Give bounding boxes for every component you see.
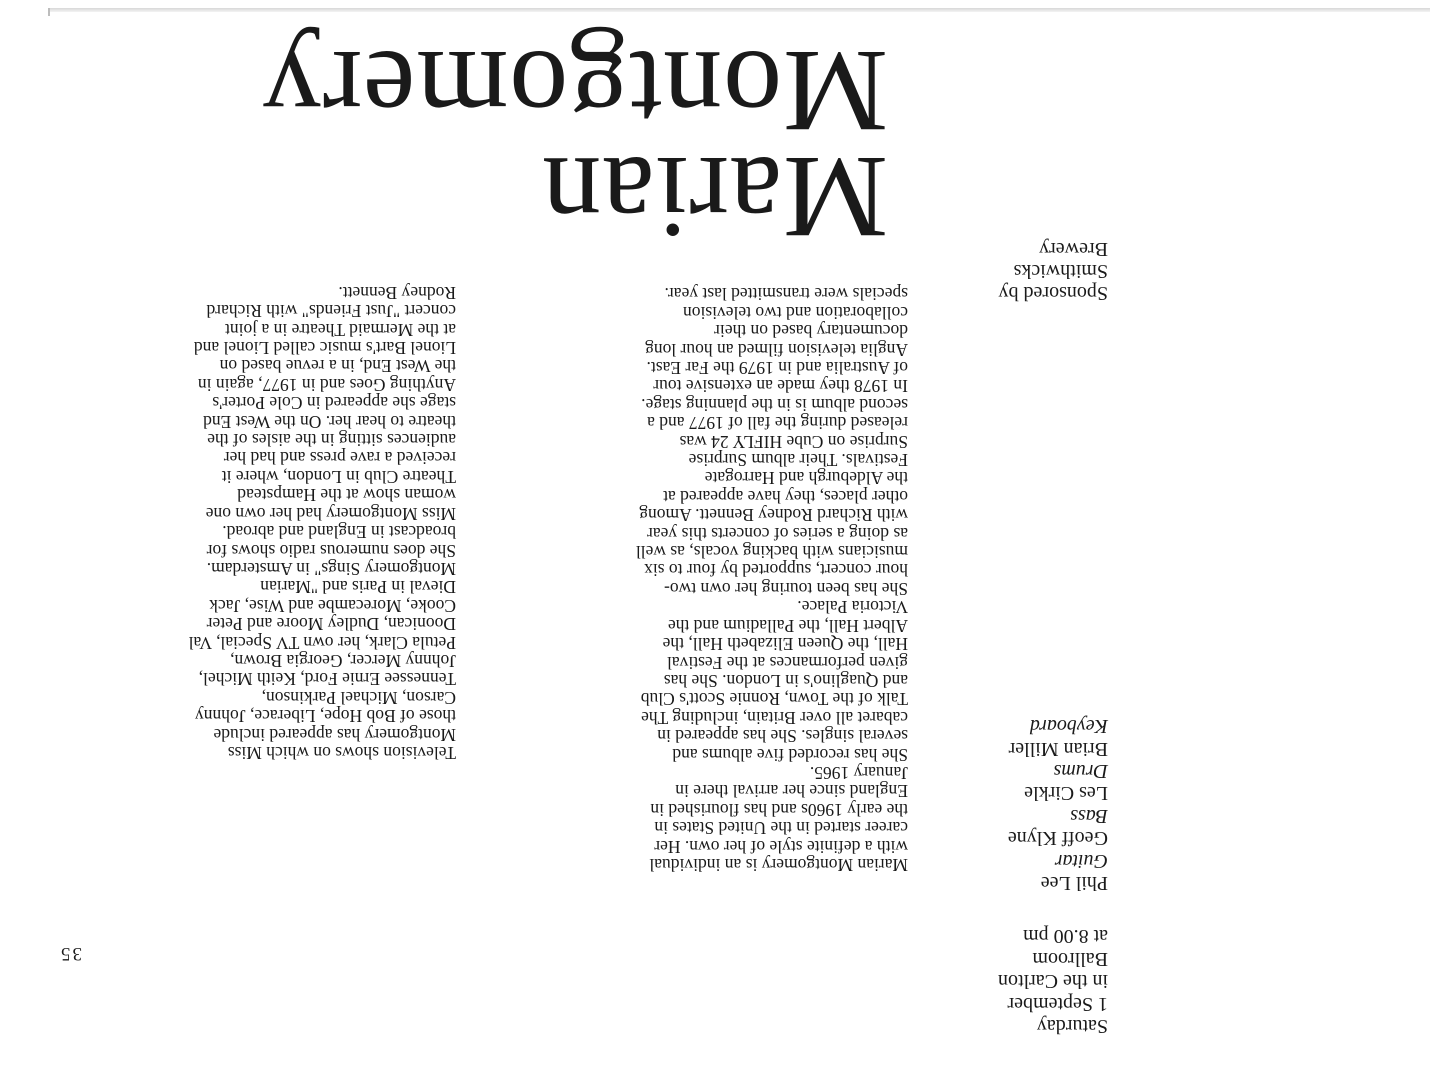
body-line: audiences sitting in the aisles of the <box>207 430 456 451</box>
sponsor-line: Sponsored by <box>998 282 1108 304</box>
title-line: Marian <box>541 132 888 263</box>
body-line: several singles. She has appeared in <box>657 726 908 747</box>
body-line: cabaret all over Britain, including The <box>641 707 908 728</box>
body-line: Doonican, Dudley Moore and Peter <box>206 614 456 635</box>
event-line: in the Carlton <box>998 970 1108 993</box>
body-line: and Quaglino's in London. She has <box>663 670 908 691</box>
body-line: Cooke, Morecambe and Wise, Jack <box>209 595 456 616</box>
body-line: Miss Montgomery had her own one <box>205 503 456 524</box>
body-line: Johnny Mercer, Georgia Brown, <box>230 650 456 671</box>
band-member-name: Brian Miller <box>1008 737 1108 760</box>
event-line: Saturday <box>1036 1015 1108 1037</box>
body-line: In 1978 they made an extensive tour <box>653 376 908 397</box>
body-line: at the Mermaid Theatre in a joint <box>225 319 456 340</box>
body-line: Carson, Michael Parkinson, <box>261 687 456 708</box>
body-line: with a definite style of her own. Her <box>654 836 908 857</box>
body-line: stage she appeared in Cole Porter's <box>212 393 456 414</box>
body-line: hour concert, supported by four to six <box>644 560 908 581</box>
body-line: Dieval in Paris and "Marian <box>260 577 456 598</box>
body-column-1 <box>636 285 908 874</box>
body-line: the early 1960s and has flourished in <box>650 799 908 820</box>
body-line: She has recorded five albums and <box>672 744 908 765</box>
body-line: Montgomery has appeared include <box>213 724 456 745</box>
event-details <box>998 925 1108 1037</box>
body-line: received a rave press and had her <box>223 448 456 469</box>
body-line: Marian Montgomery is an individual <box>649 855 908 875</box>
body-line: England since her arrival there in <box>675 781 908 802</box>
band-member-role: Bass <box>1070 804 1108 827</box>
event-line: at 8.00 pm <box>1023 925 1108 948</box>
body-line: the West End, in a revue based on <box>219 356 456 377</box>
body-line: Theatre Club in London, where it <box>221 466 456 487</box>
body-line: of Australia and in 1979 the Far East. <box>646 358 908 379</box>
body-column-2 <box>189 283 456 762</box>
body-line: theatre to hear her. On the West End <box>203 411 456 432</box>
title-line: Montgomery <box>261 26 888 157</box>
body-line: given performances at the Festival <box>666 652 908 673</box>
body-line: Anything Goes and in 1977, again in <box>197 374 456 395</box>
body-line: Tennessee Ernie Ford, Keith Michel, <box>198 669 456 690</box>
body-line: Lionel Bart's music called Lionel and <box>193 338 456 359</box>
band-member-name: Les Cirkle <box>1024 782 1108 805</box>
body-line: released during the fall of 1977 and a <box>647 413 908 434</box>
body-line: January 1965. <box>809 762 908 783</box>
sponsor-credit <box>999 238 1108 304</box>
body-line: Victoria Palace. <box>797 597 908 618</box>
body-line: Hall, the Queen Elizabeth Hall, the <box>662 634 908 655</box>
body-line: Talk of the Town, Ronnie Scott's Club <box>640 689 908 710</box>
body-line: She has been touring her own two- <box>664 578 908 599</box>
body-line: Festivals. Their album Surprise <box>688 450 908 471</box>
sponsor-line: Brewery <box>1039 238 1108 260</box>
body-line: the Aldeburgh and Harrogate <box>704 468 908 489</box>
band-lineup <box>1008 715 1108 894</box>
body-line: collaboration and two television <box>682 302 908 323</box>
band-member-role: Guitar <box>1054 849 1108 872</box>
body-line: Montgomery Sings" in Amsterdam. <box>206 558 456 579</box>
page-number: 35 <box>59 943 82 964</box>
page-title <box>261 26 888 263</box>
body-line: She does numerous radio shows for <box>206 540 456 561</box>
band-member-role: Drums <box>1053 759 1108 782</box>
body-line: those of Bob Hope, Liberace, Johnny <box>195 706 456 727</box>
body-line: second album is in the planning stage. <box>641 394 908 415</box>
body-line: Albert Hall, the Palladium and the <box>667 615 908 636</box>
body-line: documentary based on their <box>714 321 908 342</box>
body-line: specials were transmitted last year. <box>664 284 908 305</box>
band-member-name: Geoff Klyne <box>1007 827 1108 850</box>
event-line: 1 September <box>1007 992 1108 1015</box>
body-line: concert "Just Friends" with Richard <box>206 301 456 322</box>
body-line: career started in the United States in <box>654 818 908 839</box>
body-line: Rodney Bennett. <box>338 282 456 303</box>
sponsor-line: Smithwicks <box>1013 260 1108 282</box>
body-line: Television shows on which Miss <box>227 743 456 763</box>
band-member-role: Keyboard <box>1029 715 1108 738</box>
body-line: woman show at the Hampstead <box>237 485 456 506</box>
body-line: as doing a series of concerts this year <box>647 523 908 544</box>
body-line: Anglia television filmed an hour long <box>645 339 908 360</box>
event-line: Ballroom <box>1032 947 1108 970</box>
band-member-name: Phil Lee <box>1040 872 1108 894</box>
body-line: with Richard Rodney Bennett. Among <box>639 505 908 526</box>
body-line: broadcast in England and abroad. <box>222 522 456 543</box>
body-line: musicians with backing vocals, as well <box>635 542 908 563</box>
body-line: Petula Clark, her own TV Special, Val <box>188 632 456 653</box>
body-line: other places, they have appeared at <box>663 486 908 507</box>
body-line: Surprise on Cube HIFLY 24 was <box>679 431 908 452</box>
